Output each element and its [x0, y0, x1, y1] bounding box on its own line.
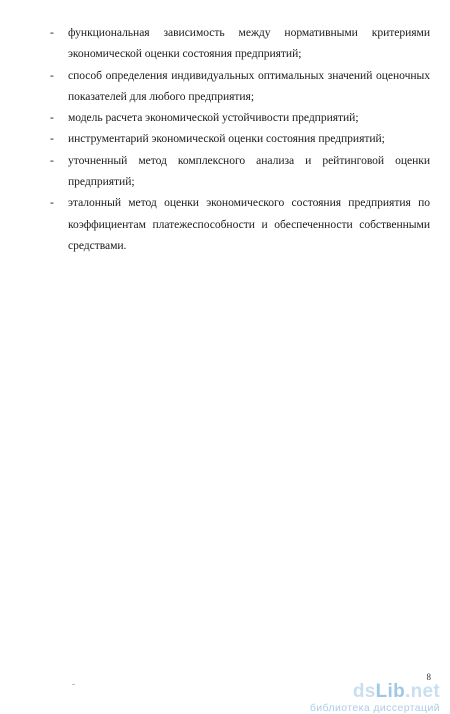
page-number: 8 [426, 672, 431, 682]
watermark-logo-lib: Lib [375, 681, 406, 702]
list-bullet: - [50, 132, 54, 146]
watermark-logo-net: .net [405, 681, 440, 702]
contribution-list [38, 22, 430, 256]
list-item-text: способ определения индивидуальных оптимальных значений оценочных показателей для любого предприятия; [68, 68, 430, 103]
list-item [38, 65, 430, 108]
watermark-subtitle: библиотека диссертаций [309, 702, 440, 714]
list-item [38, 107, 430, 128]
watermark-logo-ds: ds [352, 681, 376, 702]
list-item-text: функциональная зависимость между нормативными критериями экономической оценки состояния предприятий; [68, 26, 430, 61]
list-item-text: уточненный метод комплексного анализа и рейтинговой оценки предприятий; [68, 153, 430, 189]
list-item [38, 192, 430, 256]
list-item [38, 150, 430, 193]
list-item-text: эталонный метод оценки экономического состояния предприятия по коэффициентам платежеспособности и обеспеченности собственными средствами. [68, 196, 430, 252]
list-bullet: - [50, 26, 54, 39]
list-item-text: инструментарий экономической оценки состояния предприятий; [68, 132, 385, 146]
dslib-watermark [310, 682, 440, 714]
scan-artifact [72, 684, 75, 685]
list-bullet: - [50, 196, 54, 210]
list-item [38, 22, 430, 65]
list-bullet: - [50, 153, 54, 167]
list-item [38, 128, 430, 149]
list-bullet: - [50, 68, 54, 82]
list-bullet: - [50, 111, 54, 125]
watermark-logo [310, 682, 440, 702]
list-item-text: модель расчета экономической устойчивости предприятий; [68, 111, 359, 125]
